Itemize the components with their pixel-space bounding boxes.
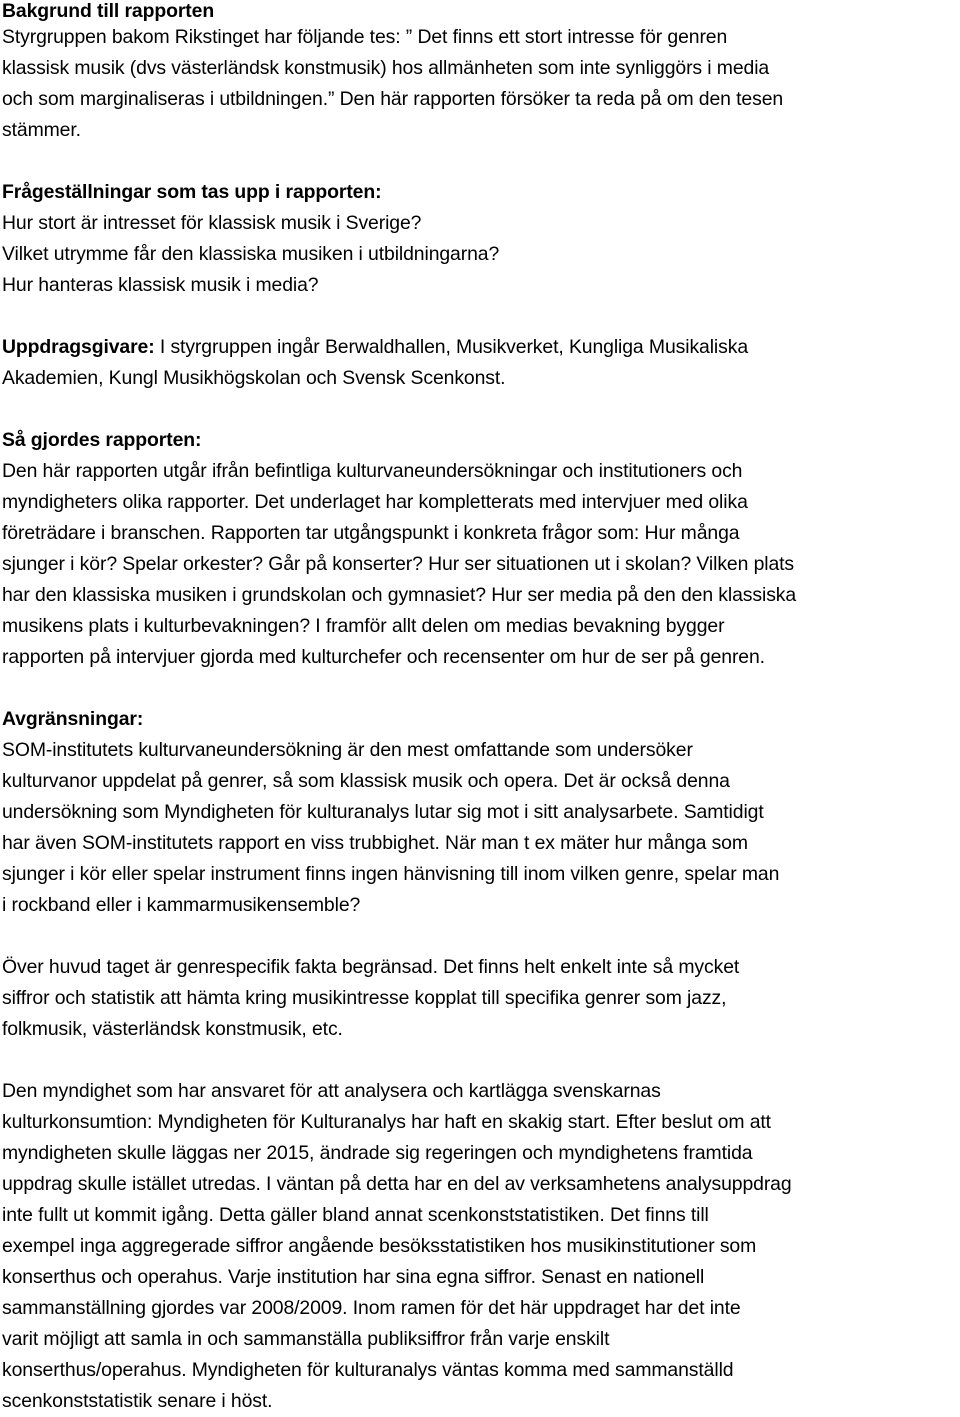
heading-sa-gjordes: Så gjordes rapporten: (2, 429, 202, 451)
sa-gjordes-line: företrädare i branschen. Rapporten tar utgångspunkt i konkreta frågor som: Hur många (2, 522, 740, 544)
paragraph-gap (2, 146, 960, 177)
sa-gjordes-line: rapporten på intervjuer gjorda med kulturchefer och recensenter om hur de ser på genren. (2, 646, 765, 668)
uppdragsgivare-line-2: Akademien, Kungl Musikhögskolan och Svensk Scenkonst. (2, 367, 506, 389)
paragraph-gap (2, 921, 960, 952)
uppdragsgivare-line (2, 332, 960, 363)
question-line: Hur stort är intresset för klassisk musik i Sverige? (2, 212, 422, 234)
sa-gjordes-line: Den här rapporten utgår ifrån befintliga kulturvaneundersökningar och institutioners och (2, 460, 743, 482)
overhuvud-line: Över huvud taget är genrespecifik fakta begränsad. Det finns helt enkelt inte så mycket (2, 956, 740, 978)
question-line: Hur hanteras klassisk musik i media? (2, 274, 319, 296)
bakgrund-line: stämmer. (2, 119, 81, 141)
paragraph-gap (2, 394, 960, 425)
heading-fragestallningar: Frågeställningar som tas upp i rapporten: (2, 181, 382, 203)
paragraph-gap (2, 673, 960, 704)
myndighet-line: konserthus/operahus. Myndigheten för kulturanalys väntas komma med sammanställd (2, 1359, 734, 1381)
myndighet-line: inte fullt ut kommit igång. Detta gäller bland annat scenkonststatistiken. Det finns till (2, 1204, 709, 1226)
avgransningar-line: SOM-institutets kulturvaneundersökning är den mest omfattande som undersöker (2, 739, 693, 761)
sa-gjordes-line: har den klassiska musiken i grundskolan och gymnasiet? Hur ser media på den den klassiska (2, 584, 797, 606)
uppdragsgivare-text: I styrgruppen ingår Berwaldhallen, Musikverket, Kungliga Musikaliska (154, 336, 749, 358)
bakgrund-line: och som marginaliseras i utbildningen.” Den här rapporten försöker ta reda på om den tesen (2, 88, 784, 110)
myndighet-line: myndigheten skulle läggas ner 2015, ändrade sig regeringen och myndighetens framtida (2, 1142, 753, 1164)
myndighet-line: exempel inga aggregerade siffror angående besöksstatistiken hos musikinstitutioner som (2, 1235, 757, 1257)
heading-bakgrund: Bakgrund till rapporten (2, 0, 215, 22)
overhuvud-line: folkmusik, västerländsk konstmusik, etc. (2, 1018, 343, 1040)
myndighet-line: varit möjligt att samla in och sammanställa publiksiffror från varje enskilt (2, 1328, 610, 1350)
avgransningar-line: kulturvanor uppdelat på genrer, så som klassisk musik och opera. Det är också denna (2, 770, 730, 792)
myndighet-line: Den myndighet som har ansvaret för att analysera och kartlägga svenskarnas (2, 1080, 661, 1102)
myndighet-line: konserthus och operahus. Varje institution har sina egna siffror. Senast en nationell (2, 1266, 705, 1288)
paragraph-gap (2, 301, 960, 332)
sa-gjordes-line: sjunger i kör? Spelar orkester? Går på konserter? Hur ser situationen ut i skolan? Vilken plats (2, 553, 795, 575)
avgransningar-line: sjunger i kör eller spelar instrument finns ingen hänvisning till inom vilken genre, spelar man (2, 863, 780, 885)
myndighet-line: scenkonststatistik senare i höst. (2, 1390, 273, 1412)
myndighet-line: uppdrag skulle istället utredas. I väntan på detta har en del av verksamhetens analysuppdrag (2, 1173, 792, 1195)
avgransningar-line: har även SOM-institutets rapport en viss trubbighet. När man t ex mäter hur många som (2, 832, 748, 854)
avgransningar-line: i rockband eller i kammarmusikensemble? (2, 894, 361, 916)
question-line: Vilket utrymme får den klassiska musiken i utbildningarna? (2, 243, 500, 265)
bakgrund-line: klassisk musik (dvs västerländsk konstmusik) hos allmänheten som inte synliggörs i media (2, 57, 770, 79)
avgransningar-line: undersökning som Myndigheten för kulturanalys lutar sig mot i sitt analysarbete. Samtidigt (2, 801, 764, 823)
paragraph-gap (2, 1045, 960, 1076)
heading-avgransningar: Avgränsningar: (2, 708, 144, 730)
myndighet-line: kulturkonsumtion: Myndigheten för Kulturanalys har haft en skakig start. Efter beslut om att (2, 1111, 771, 1133)
overhuvud-line: siffror och statistik att hämta kring musikintresse kopplat till specifika genrer som jazz, (2, 987, 727, 1009)
bakgrund-line: Styrgruppen bakom Rikstinget har följande tes: ” Det finns ett stort intresse för genren (2, 26, 728, 48)
sa-gjordes-line: musikens plats i kulturbevakningen? I framför allt delen om medias bevakning bygger (2, 615, 725, 637)
myndighet-line: sammanställning gjordes var 2008/2009. Inom ramen för det här uppdraget har det inte (2, 1297, 741, 1319)
sa-gjordes-line: myndigheters olika rapporter. Det underlaget har kompletterats med intervjuer med olika (2, 491, 748, 513)
uppdragsgivare-label: Uppdragsgivare: (2, 336, 155, 358)
